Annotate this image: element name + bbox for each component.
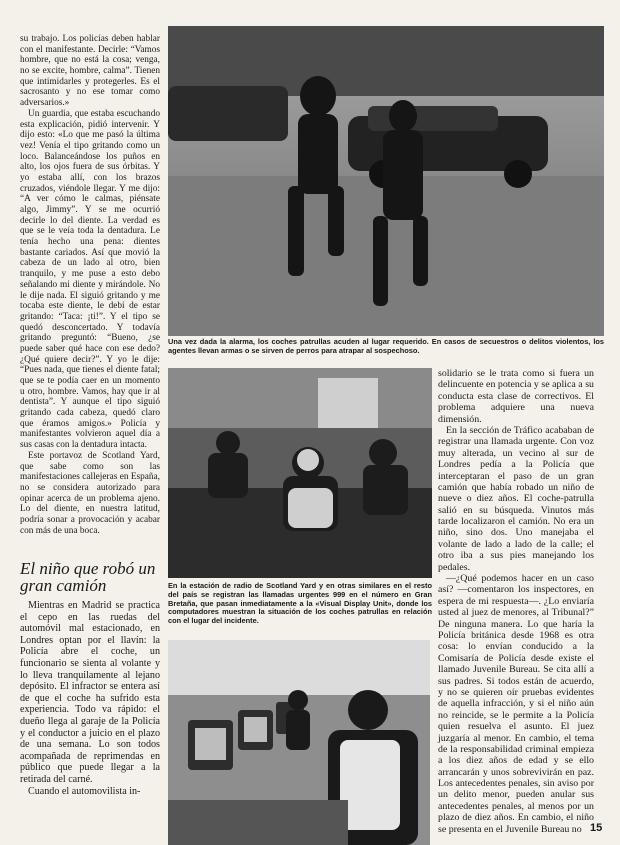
article-column-3 <box>438 368 594 835</box>
photo-computer-operators <box>168 640 430 845</box>
paragraph: Un guardia, que estaba escuchando esta explicación, pidió intervenir. Y dijo esto: «Lo que me pasó la última vez! Venía el tipo gritando como un loco. Balanceándose los puños en alto, los ojos fuera de sus órbitas. Y yo estaba allí, con los brazos cruzados, viéndole llegar. Y me dijo: “A ver cómo le calmas, piénsate algo, Jimmy”. Y se me ocurrió decirle lo del diente. La verdad es que se le veía toda la dentadura. Le tenía hecho una pena: dientes bastante cariados. Así que movió la cabeza de un lado al otro, bien tranquilo, y me puse a esto debo señalando mi diente y mirándole. No le dije nada. El siguió gritando y me tocaba este diente, le debí de estar gritando: “Taca: ¡ti!”. Y el tipo se quedó desconcertado. Y todavía gritando preguntó: “Bueno, ¿se puede saber qué hace con ese dedo? ¿Qué quiere decir?”. Y yo le dije: “Pues nada, que tienes el diente fatal; que se te podía caer en un momento u otro, hombre. Vamos, hay que ir al dentista”. Y aunque el tipo siguió gritando cada cabeza, quedó claro que éramos amigos.» Policía y manifestantes volvieron aquel día a sus casas con la dentadura intacta. <box>20 108 160 451</box>
caption-top-photo: Una vez dada la alarma, los coches patrullas acuden al lugar requerido. En casos de secuestros o delitos violentos, los agentes llevan armas o se sirven de perros para atrapar al sospechoso. <box>168 337 604 355</box>
photo-police-running <box>168 26 604 336</box>
paragraph: Este portavoz de Scotland Yard, que sabe como son las manifestaciones callejeras en España, no se considera autorizado para opinar acerca de un problema ajeno. Lo del diente, en nuestra latitud, podría sonar a provocación y acabar con más de una boca. <box>20 450 160 536</box>
photo-radio-room <box>168 368 432 578</box>
paragraph: —¿Qué podemos hacer en un caso así? —comentaron los inspectores, en espera de mi respuesta—. ¿Lo enviaría usted al juez de menores, al Tribunal?” De ninguna manera. Lo que haría la Policía británica desde 1968 es otra cosa: lo envían conducido a la Comisaría de Policía desde existe el llamado Juvenile Bureau. Se cita allí a sus padres. Si todos están de acuerdo, y no se quieren oír pruebas evidentes de aquella infracción, y si el niño aún no reincide, se le permite a la Policía quien resuelva el asunto. El juez juzgaría al menor. En cambio, el tema de la responsabilidad criminal empieza a los diez años de edad y se ello arrancarán y unos sobrevivirán en paz. Los antecedentes penales, sin aviso por un delito menor, pueden anular sus antecedentes penales, al menos por un plazo de diez años. En cambio, el niño se presenta en el Juvenile Bureau no <box>438 573 594 835</box>
paragraph: Cuando el automovilista in- <box>28 785 141 797</box>
paragraph: En la sección de Tráfico acababan de registrar una llamada urgente. Con voz muy alterada, un vecino al sur de Londres pedía a la Policía que interceptaran el paso de un gran camión que había robado un niño de nueve o diez años. El coche-patrulla salió en su búsqueda. Vinutos más tarde localizaron el camión. No era un niño, sino dos. Uno manejaba el volante de lado a lado de la calle; el otro iba a sus pies manejando los pedales. <box>438 424 594 573</box>
article-column-1-bottom <box>20 600 160 797</box>
paragraph: su trabajo. Los policías deben hablar con el manifestante. Decirle: “Vamos hombre, que no está la cosa; venga, no se excite, hombre, calma”. Tienen que intimidarles y protegerles. Es el sacrosanto y no ese tomar como adversarios.» <box>20 34 160 109</box>
page-number: 15 <box>590 822 603 834</box>
article-column-1-top <box>20 34 160 536</box>
section-heading: El niño que robó un gran camión <box>20 559 156 595</box>
paragraph: solidario se le trata como si fuera un delincuente en potencia y se aplica a su conducta esta clase de correctivos. El problema adquiere una nueva dimensión. <box>438 368 594 425</box>
paragraph: Mientras en Madrid se practica el cepo en las ruedas del automóvil mal estacionado, en Londres optan por el llavín: la Policía abre el coche, un funcionario se sienta al volante y lo lleva tranquilamente al lejano depósito. El infractor se entera así de que el coche ha sufrido esta experiencia. Todo va rápido: el dueño llega al garaje de la Policía y el conductor a juicio en el plazo de una semana. Lo son todos acompañada de reprimendas en público que puede llegar a la retirada del carné. <box>20 600 160 785</box>
caption-middle-photo: En la estación de radio de Scotland Yard y en otras similares en el resto del país se registran las llamadas urgentes 999 en el número en Gran Bretaña, que pasan inmediatamente a la «Visual Display Unit», donde los computadores muestran la situación de los coches patrullas en relación con el lugar del incidente. <box>168 581 432 626</box>
